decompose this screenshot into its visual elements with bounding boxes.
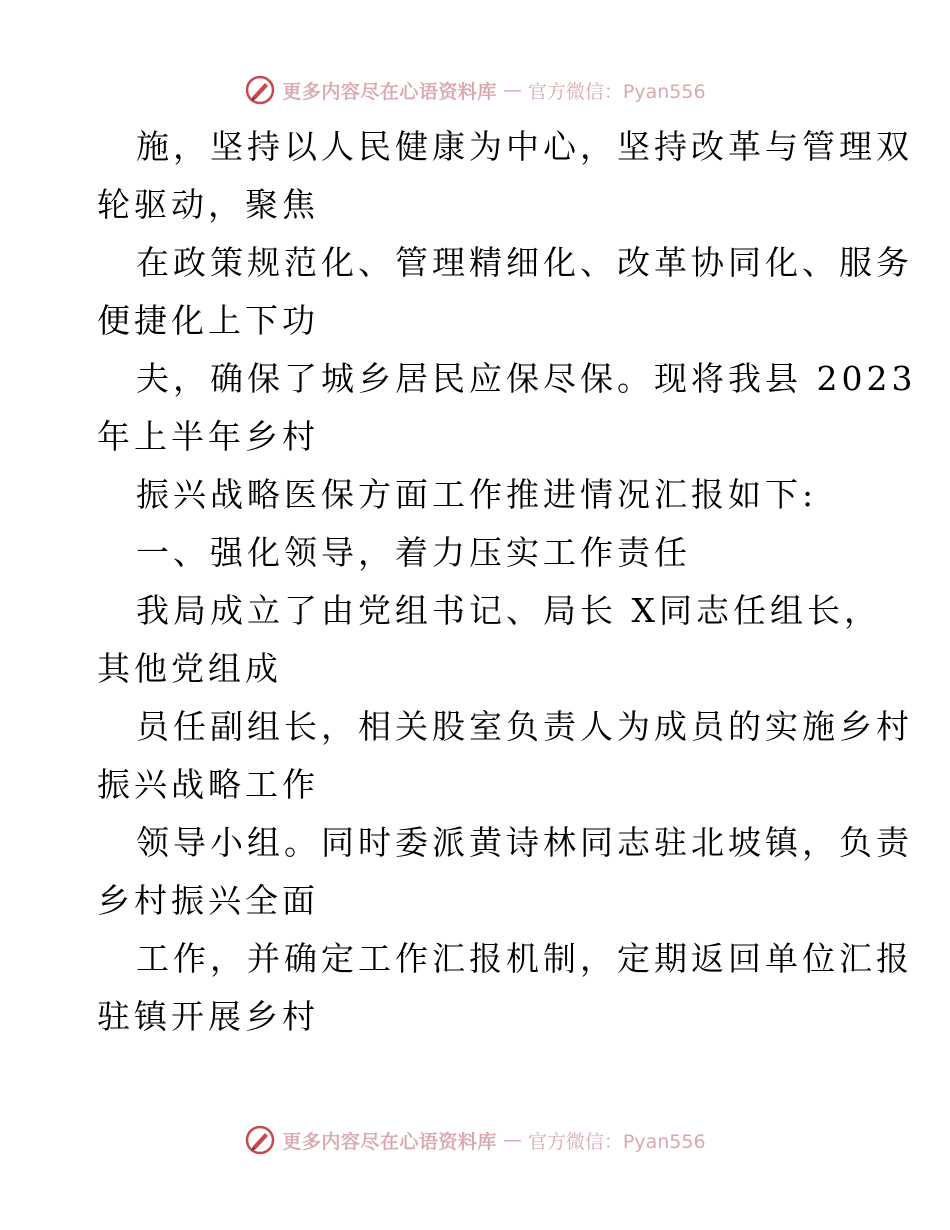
body-line: 振兴战略医保方面工作推进情况汇报如下: [136, 475, 818, 514]
watermark-text: 更多内容尽在心语资料库 [282, 1130, 497, 1153]
body-line: 年上半年乡村 [97, 417, 319, 456]
body-line: 轮驱动，聚焦 [97, 185, 319, 224]
watermark-wechat: 官方微信：Pyan556 [527, 1130, 706, 1153]
body-line: 施，坚持以人民健康为中心，坚持改革与管理双 [136, 127, 913, 166]
body-line: 在政策规范化、管理精细化、改革协同化、服务 [136, 243, 913, 282]
body-line: 工作，并确定工作汇报机制，定期返回单位汇报 [136, 939, 913, 978]
watermark-separator: — [502, 1129, 522, 1151]
body-line: 其他党组成 [97, 649, 282, 688]
section-heading: 一、强化领导，着力压实工作责任 [136, 533, 691, 572]
watermark-wechat: 官方微信：Pyan556 [527, 80, 706, 103]
header-watermark [0, 70, 950, 110]
watermark-separator: — [502, 79, 522, 101]
body-line: 夫，确保了城乡居民应保尽保。现将我县 2023 [136, 359, 917, 398]
body-line: 员任副组长，相关股室负责人为成员的实施乡村 [136, 707, 913, 746]
body-line: 驻镇开展乡村 [97, 997, 319, 1036]
watermark-text: 更多内容尽在心语资料库 [282, 80, 497, 103]
body-line: 便捷化上下功 [97, 301, 319, 340]
pen-logo-icon [244, 1124, 276, 1156]
body-line: 领导小组。同时委派黄诗林同志驻北坡镇，负责 [136, 823, 913, 862]
body-line: 乡村振兴全面 [97, 881, 319, 920]
footer-watermark [0, 1120, 950, 1160]
body-line: 振兴战略工作 [97, 765, 319, 804]
pen-logo-icon [244, 74, 276, 106]
body-line: 我局成立了由党组书记、局长 X同志任组长， [136, 591, 881, 630]
